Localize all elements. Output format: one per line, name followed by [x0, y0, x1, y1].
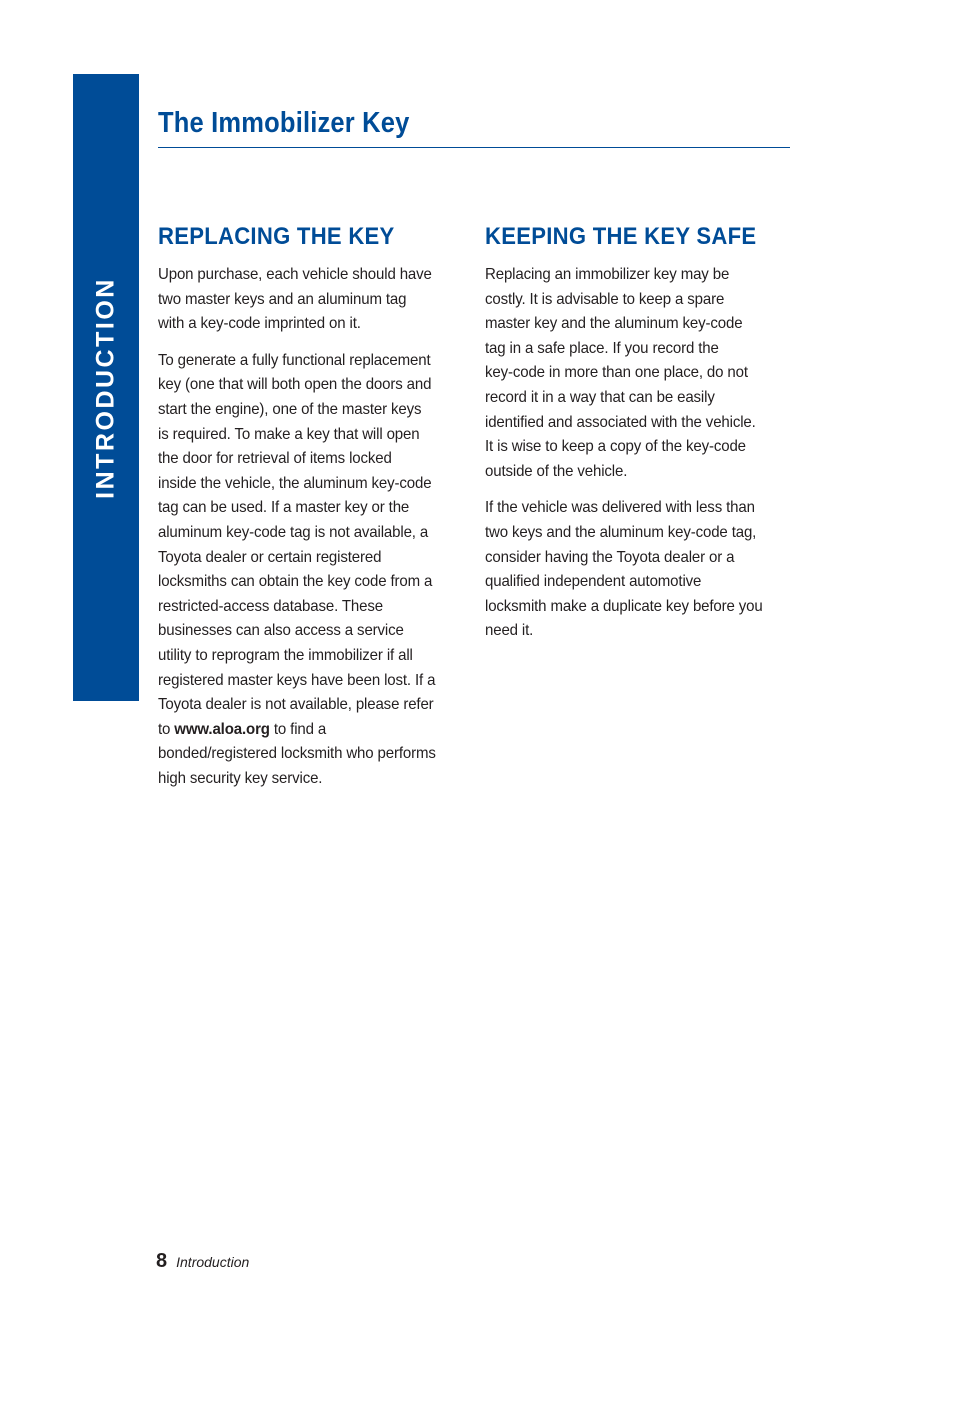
text-line: qualified independent automotive [485, 573, 702, 591]
text-line: identified and associated with the vehicle. [485, 413, 756, 431]
page-footer [156, 1250, 249, 1273]
keeping-key-safe-section [485, 223, 790, 656]
text-line: consider having the Toyota dealer or a [485, 548, 735, 566]
text-line: registered master keys have been lost. If a [158, 671, 436, 689]
text-line: with a key-code imprinted on it. [158, 315, 361, 333]
text-line: is required. To make a key that will open [158, 425, 420, 443]
text-line: locksmith make a duplicate key before you [485, 597, 763, 615]
link-suffix-text: to find a [269, 720, 327, 738]
replacing-key-heading: REPLACING THE KEY [158, 223, 395, 250]
text-line: costly. It is advisable to keep a spare [485, 290, 725, 308]
text-line: restricted-access database. These [158, 597, 383, 615]
text-line: two master keys and an aluminum tag [158, 290, 407, 308]
link-prefix-text: to [158, 720, 175, 738]
text-line: locksmiths can obtain the key code from a [158, 573, 433, 591]
aloa-website-link[interactable]: www.aloa.org [174, 720, 270, 738]
keeping-key-safe-heading: KEEPING THE KEY SAFE [485, 223, 757, 250]
text-line: start the engine), one of the master keys [158, 400, 422, 418]
text-line: Replacing an immobilizer key may be [485, 266, 730, 283]
text-line: It is wise to keep a copy of the key-code [485, 438, 746, 456]
text-line: need it. [485, 622, 534, 640]
page-number: 8 [156, 1250, 168, 1272]
footer-section-name: Introduction [176, 1254, 250, 1270]
text-line: tag in a safe place. If you record the [485, 339, 719, 357]
keeping-key-safe-paragraph-1 [485, 263, 791, 484]
text-line: inside the vehicle, the aluminum key-code [158, 474, 432, 492]
text-line: bonded/registered locksmith who performs [158, 745, 436, 763]
text-line: businesses can also access a service [158, 622, 404, 640]
text-line-with-link [158, 718, 464, 743]
text-line: record it in a way that can be easily [485, 388, 715, 406]
text-line: key (one that will both open the doors and [158, 376, 432, 394]
text-line: key-code in more than one place, do not [485, 364, 748, 382]
text-line: Toyota dealer or certain registered [158, 548, 382, 566]
text-line: Upon purchase, each vehicle should have [158, 266, 432, 283]
text-line: If the vehicle was delivered with less than [485, 499, 755, 517]
page-title: The Immobilizer Key [158, 107, 410, 139]
text-line: master key and the aluminum key-code [485, 315, 743, 333]
section-side-label: INTRODUCTION [91, 277, 120, 499]
text-line: two keys and the aluminum key-code tag, [485, 523, 757, 541]
replacing-key-paragraph-1 [158, 263, 464, 337]
keeping-key-safe-paragraph-2 [485, 496, 791, 644]
text-line: To generate a fully functional replacement [158, 351, 431, 369]
replacing-key-section [158, 223, 463, 803]
text-line: high security key service. [158, 769, 323, 787]
text-line: utility to reprogram the immobilizer if all [158, 646, 413, 664]
text-line: aluminum key-code tag is not available, a [158, 523, 429, 541]
text-line: tag can be used. If a master key or the [158, 499, 410, 517]
replacing-key-paragraph-2 [158, 349, 464, 792]
text-line: the door for retrieval of items locked [158, 450, 392, 468]
title-divider [158, 147, 790, 148]
text-line: Toyota dealer is not available, please refer [158, 696, 434, 714]
text-line: outside of the vehicle. [485, 462, 628, 480]
